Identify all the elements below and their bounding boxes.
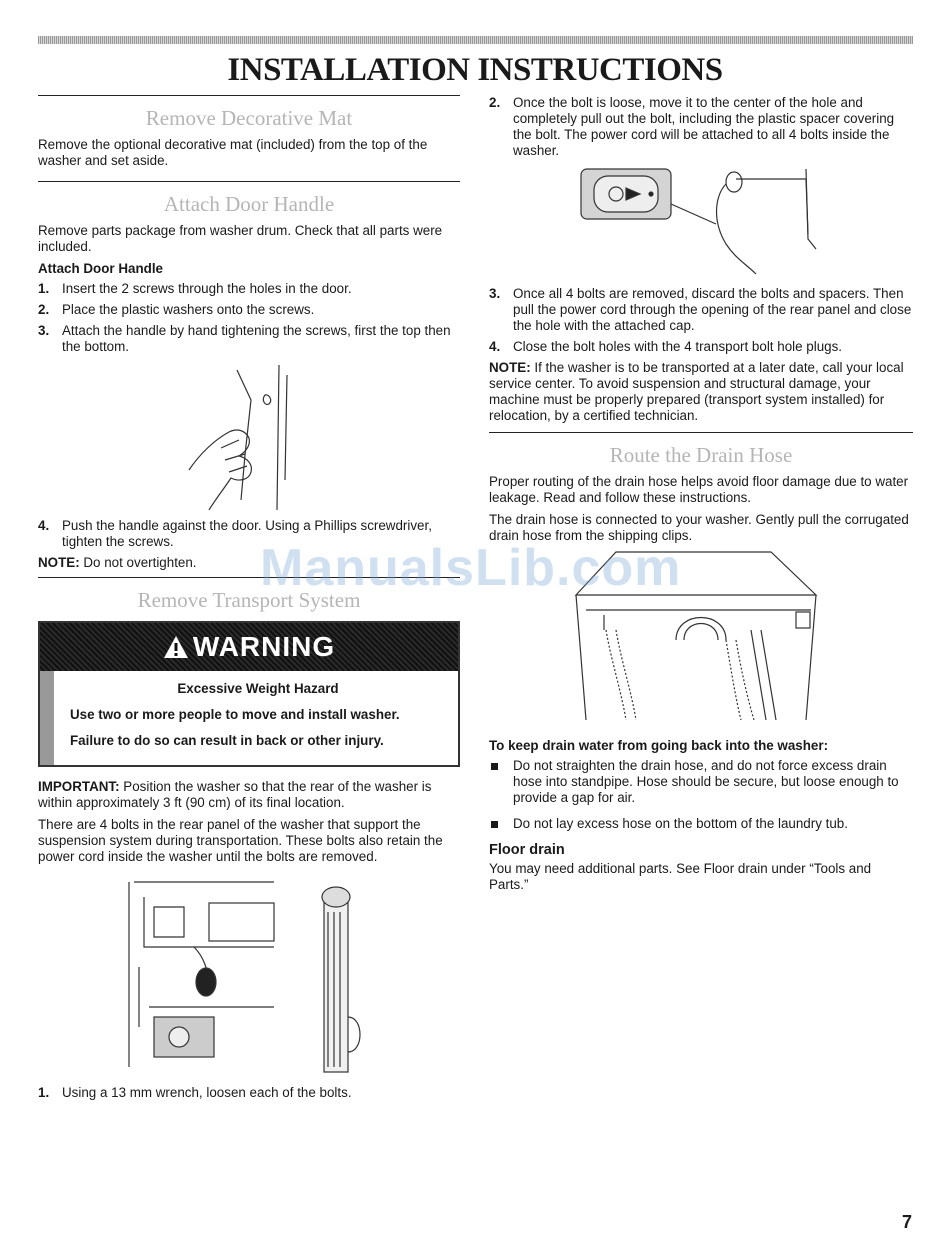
top-decorative-bar: [38, 36, 913, 44]
list-item: [38, 323, 460, 355]
section-title-mat: Remove Decorative Mat: [145, 106, 353, 130]
list-item: [38, 302, 460, 318]
warning-line: Failure to do so can result in back or other injury.: [70, 733, 384, 748]
step-number: 3.: [38, 323, 50, 338]
step-number: 2.: [38, 302, 50, 317]
transport-note: [489, 360, 913, 424]
warning-line: Use two or more people to move and install washer.: [70, 707, 400, 722]
section-title-transport: Remove Transport System: [137, 588, 361, 612]
step-number: 1.: [38, 1085, 50, 1100]
section-divider: [489, 432, 913, 433]
section-title-drain: Route the Drain Hose: [609, 443, 793, 467]
page-title: INSTALLATION INSTRUCTIONS: [227, 52, 723, 88]
transport-step-2: [489, 95, 913, 159]
mat-body: Remove the optional decorative mat (included) from the top of the washer and set aside.: [38, 137, 428, 168]
bolts-paragraph: There are 4 bolts in the rear panel of the washer that support the suspension system during transportation. These bolts also retain the power cord inside the washer until the bolts are removed.: [38, 817, 443, 864]
list-item: [38, 1085, 460, 1101]
note-text: Do not overtighten.: [79, 555, 197, 570]
warning-box: [38, 621, 460, 767]
bullet-text: Do not lay excess hose on the bottom of the laundry tub.: [513, 816, 848, 831]
warning-label: WARNING: [192, 631, 336, 662]
floor-drain-text: You may need additional parts. See Floor drain under “Tools and Parts.”: [489, 861, 872, 892]
list-item: [489, 816, 913, 832]
left-column: [38, 95, 460, 1106]
list-item: [38, 281, 460, 297]
step-text: Push the handle against the door. Using a Phillips screwdriver, tighten the screws.: [62, 518, 432, 549]
section-divider: [38, 181, 460, 182]
step-text: Once all 4 bolts are removed, discard the bolts and spacers. Then pull the power cord through the opening of the rear panel and close the hole with the attached cap.: [513, 286, 912, 333]
step-number: 4.: [38, 518, 50, 533]
warning-body: [40, 671, 458, 765]
hand-on-handle-drawing: [179, 360, 319, 518]
step-text: Attach the handle by hand tightening the screws, first the top then the bottom.: [62, 323, 451, 354]
keep-water-heading: To keep drain water from going back into the washer:: [489, 738, 829, 753]
section-title-handle: Attach Door Handle: [163, 192, 335, 216]
watermark: ManualsLib.com: [260, 539, 682, 597]
note-text: If the washer is to be transported at a later date, call your local service center. To avoid suspension and structural damage, your machine must be properly prepared (transport system installed) for relocation, by a certified technician.: [489, 360, 904, 423]
drain-p2: The drain hose is connected to your washer. Gently pull the corrugated drain hose from the shipping clips.: [489, 512, 909, 543]
step-text: Place the plastic washers onto the screws.: [62, 302, 315, 317]
drain-p1: Proper routing of the drain hose helps avoid floor damage due to water leakage. Read and follow these instructions.: [489, 474, 909, 505]
list-item: [489, 286, 913, 334]
handle-intro: Remove parts package from washer drum. Check that all parts were included.: [38, 223, 443, 254]
step-number: 2.: [489, 95, 501, 110]
step-number: 4.: [489, 339, 501, 354]
page-number: 7: [901, 1212, 912, 1232]
section-divider: [38, 95, 460, 96]
transport-step-1: [38, 1085, 460, 1101]
list-item: [489, 95, 913, 159]
handle-subhead: Attach Door Handle: [38, 261, 163, 276]
handle-steps: [38, 281, 460, 355]
warning-triangle-icon: [163, 635, 189, 659]
rear-panel-bolt-illustration: [38, 877, 460, 1077]
warning-banner: [40, 623, 458, 671]
step-text: Once the bolt is loose, move it to the center of the hole and completely pull out the bolt, including the plastic spacer covering the bolt. The power cord will be attached to all 4 bolts inside the washer.: [513, 95, 895, 158]
bullet-icon: [489, 816, 513, 832]
step-text: Using a 13 mm wrench, loosen each of the bolts.: [62, 1085, 352, 1100]
note-label: NOTE:: [38, 555, 80, 570]
important-label: IMPORTANT:: [38, 779, 120, 794]
bullet-text: Do not straighten the drain hose, and do not force excess drain hose into standpipe. Hose should be secure, but loose enough to provide a gap for air.: [513, 758, 899, 805]
bolt-removal-illustration: [489, 164, 913, 286]
right-column: [489, 95, 913, 899]
drain-bullets: [489, 758, 913, 832]
list-item: [489, 758, 913, 806]
hand-pulling-bolt-drawing: [576, 164, 826, 286]
transport-steps-3-4: [489, 286, 913, 355]
important-text: [38, 779, 460, 811]
step-text: Close the bolt holes with the 4 transport bolt hole plugs.: [513, 339, 843, 354]
step-number: 1.: [38, 281, 50, 296]
step-number: 3.: [489, 286, 501, 301]
important-body: Position the washer so that the rear of the washer is within approximately 3 ft (90 cm) of its final location.: [38, 779, 432, 810]
bullet-icon: [489, 758, 513, 806]
list-item: [489, 339, 913, 355]
door-handle-illustration: [38, 360, 460, 518]
step-text: Insert the 2 screws through the holes in the door.: [62, 281, 352, 296]
rear-panel-and-wrench-drawing: [124, 877, 374, 1077]
note-label: NOTE:: [489, 360, 531, 375]
floor-drain-heading: Floor drain: [489, 842, 565, 858]
hazard-title: Excessive Weight Hazard: [177, 681, 339, 696]
